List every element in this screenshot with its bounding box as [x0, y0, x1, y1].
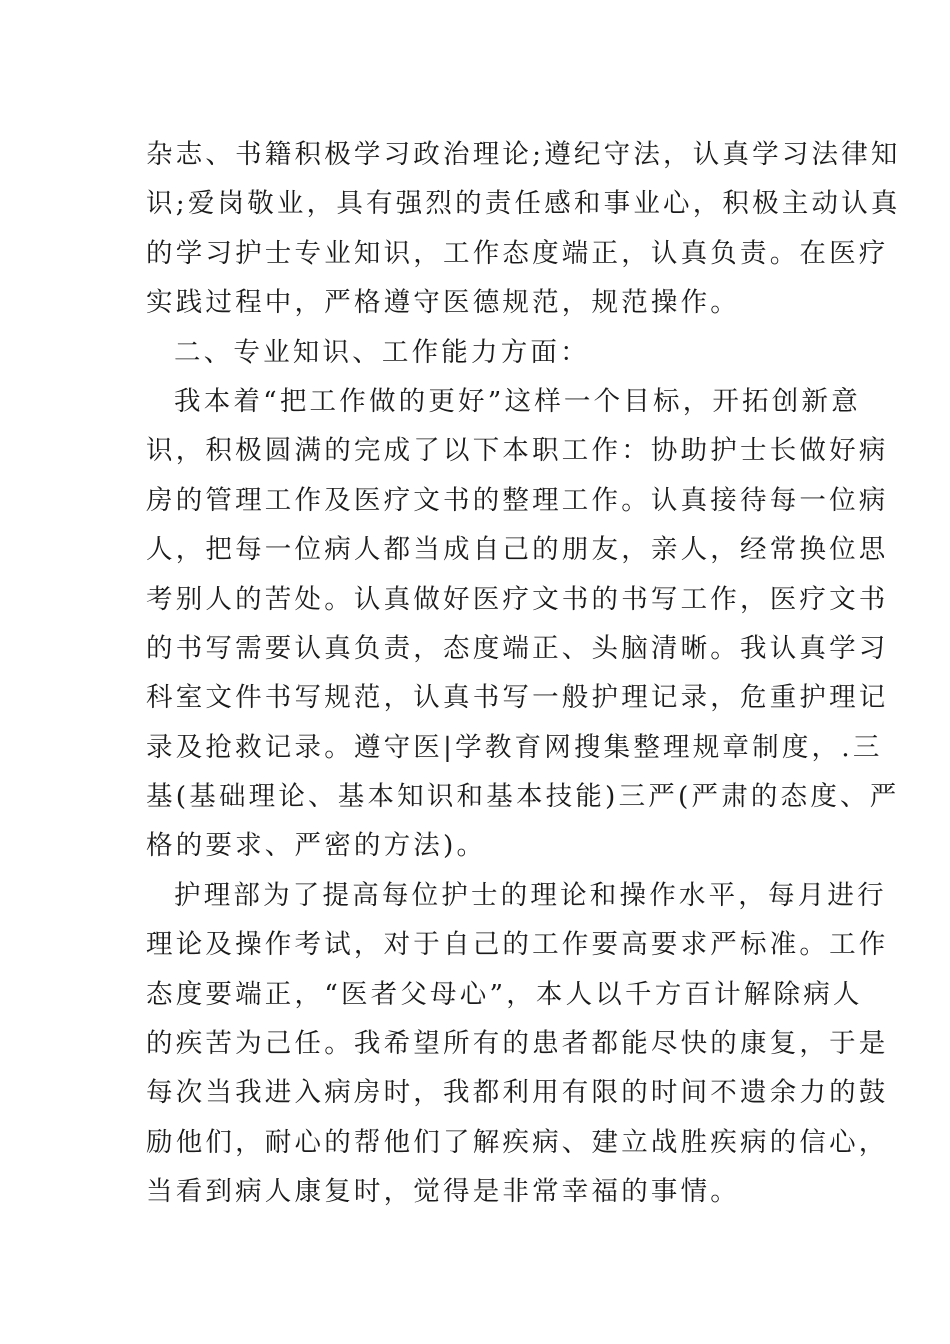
text-line: 识;爱岗敬业，具有强烈的责任感和事业心，积极主动认真 — [146, 188, 901, 220]
text-line: 态度要端正，“医者父母心”，本人以千方百计解除病人 — [146, 978, 863, 1010]
text-line: 的学习护士专业知识，工作态度端正，认真负责。在医疗 — [146, 237, 889, 269]
text-line: 杂志、书籍积极学习政治理论;遵纪守法，认真学习法律知 — [146, 139, 901, 170]
text-line: 励他们，耐心的帮他们了解疾病、建立战胜疾病的信心， — [146, 1126, 889, 1158]
section-heading: 二、专业知识、工作能力方面： — [174, 336, 590, 368]
text-line: 基(基础理论、基本知识和基本技能)三严(严肃的态度、严 — [146, 781, 900, 813]
text-line: 每次当我进入病房时，我都利用有限的时间不遗余力的鼓 — [146, 1077, 889, 1109]
paragraph-start-line: 我本着“把工作做的更好”这样一个目标，开拓创新意 — [174, 385, 861, 417]
text-line: 格的要求、严密的方法)。 — [146, 830, 487, 862]
text-line: 的书写需要认真负责，态度端正、头脑清晰。我认真学习 — [146, 632, 889, 664]
text-line: 实践过程中，严格遵守医德规范，规范操作。 — [146, 287, 740, 319]
text-line: 考别人的苦处。认真做好医疗文书的书写工作，医疗文书 — [146, 583, 889, 615]
text-line: 科室文件书写规范，认真书写一般护理记录，危重护理记 — [146, 682, 889, 714]
document-body — [146, 130, 901, 1217]
text-line: 识，积极圆满的完成了以下本职工作：协助护士长做好病 — [146, 435, 889, 467]
text-line: 当看到病人康复时，觉得是非常幸福的事情。 — [146, 1176, 740, 1208]
paragraph-start-line: 护理部为了提高每位护士的理论和操作水平，每月进行 — [174, 879, 887, 911]
text-line: 录及抢救记录。遵守医|学教育网搜集整理规章制度，.三 — [146, 731, 883, 763]
text-line: 的疾苦为己任。我希望所有的患者都能尽快的康复，于是 — [146, 1028, 889, 1060]
text-line: 房的管理工作及医疗文书的整理工作。认真接待每一位病 — [146, 484, 889, 516]
text-line: 人，把每一位病人都当成自己的朋友，亲人，经常换位思 — [146, 534, 889, 566]
text-line: 理论及操作考试，对于自己的工作要高要求严标准。工作 — [146, 929, 889, 961]
